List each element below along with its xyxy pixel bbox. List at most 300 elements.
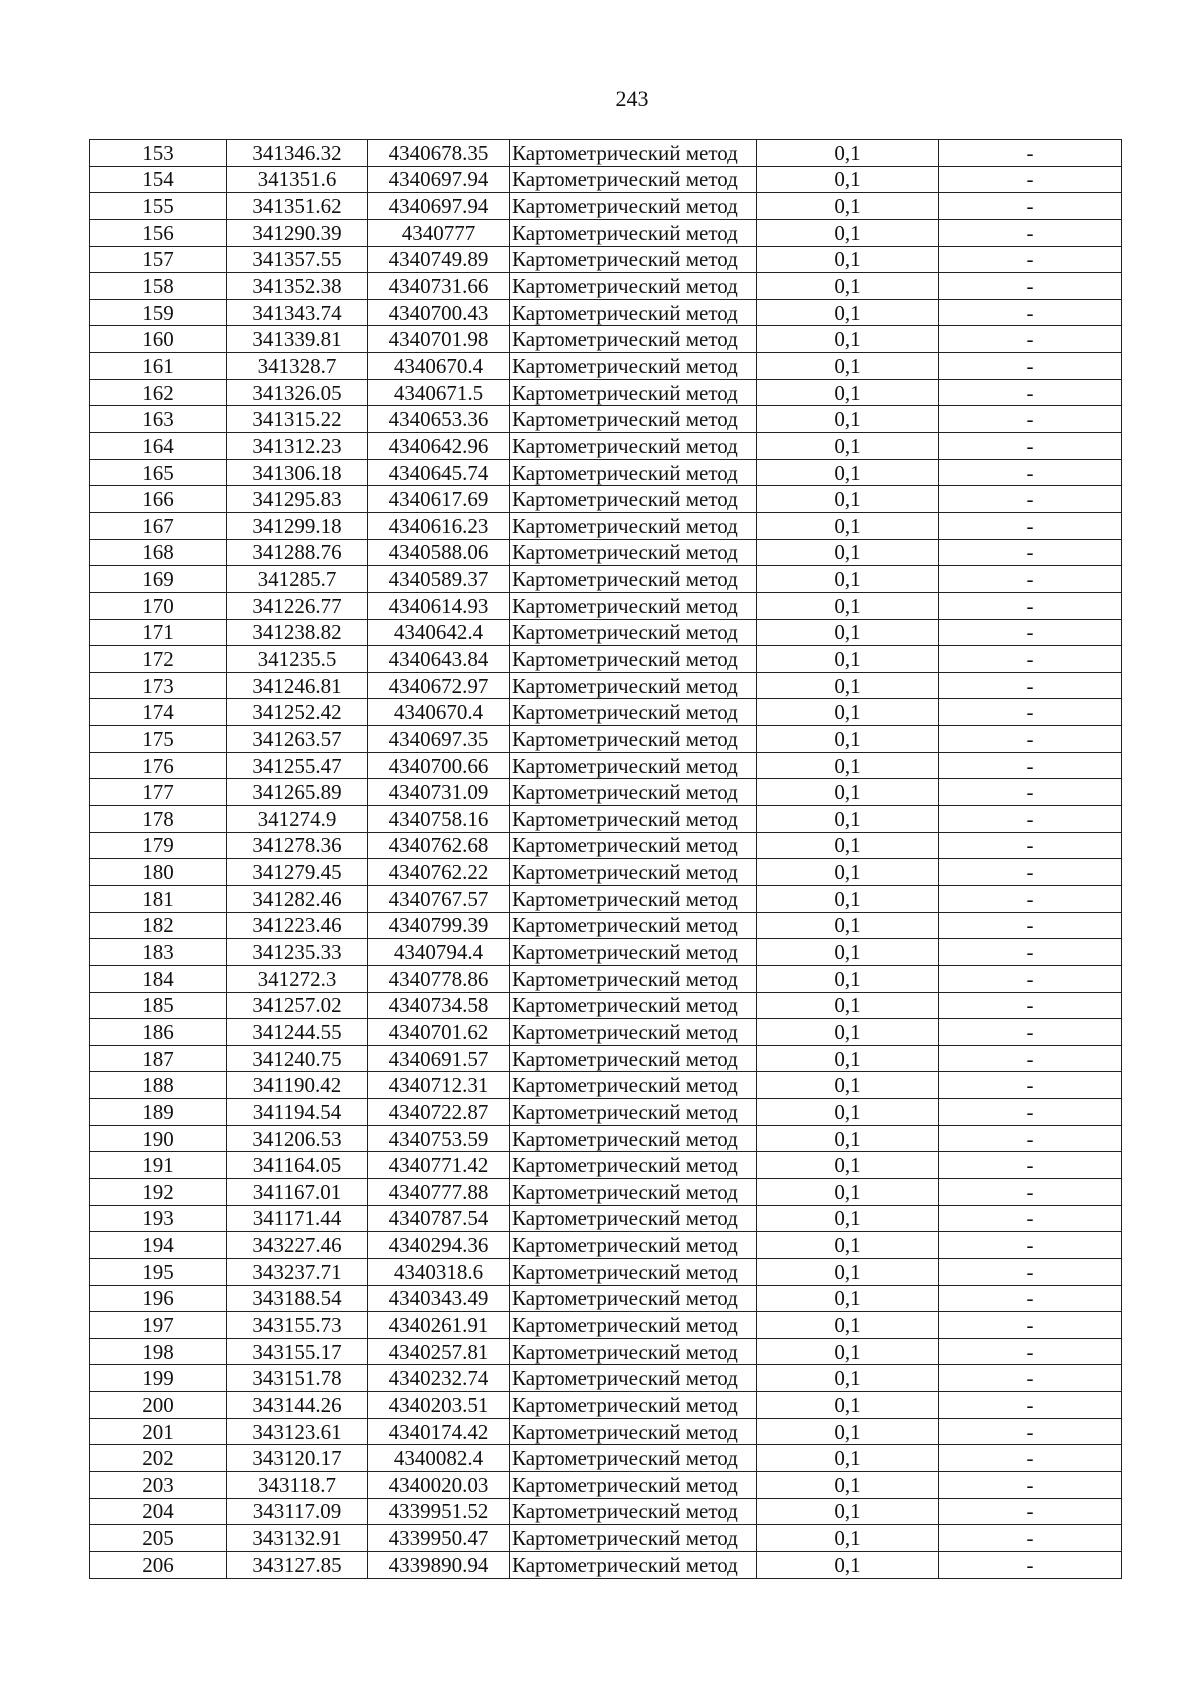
- table-row: [90, 1152, 1122, 1179]
- y-coordinate-cell: 4340778.86: [368, 965, 510, 992]
- point-number-cell: 175: [90, 726, 227, 753]
- note-cell: -: [939, 1178, 1122, 1205]
- point-number-cell: 181: [90, 885, 227, 912]
- point-number-cell: 164: [90, 433, 227, 460]
- y-coordinate-cell: 4340691.57: [368, 1045, 510, 1072]
- method-cell: Картометрический метод: [510, 1285, 757, 1312]
- x-coordinate-cell: 341164.05: [227, 1152, 368, 1179]
- method-cell: Картометрический метод: [510, 1045, 757, 1072]
- note-cell: -: [939, 1551, 1122, 1578]
- y-coordinate-cell: 4340318.6: [368, 1258, 510, 1285]
- x-coordinate-cell: 341235.5: [227, 646, 368, 673]
- table-row: [90, 1205, 1122, 1232]
- x-coordinate-cell: 341290.39: [227, 219, 368, 246]
- x-coordinate-cell: 341288.76: [227, 539, 368, 566]
- x-coordinate-cell: 341285.7: [227, 566, 368, 593]
- table-row: [90, 592, 1122, 619]
- note-cell: -: [939, 166, 1122, 193]
- method-cell: Картометрический метод: [510, 1312, 757, 1339]
- note-cell: -: [939, 806, 1122, 833]
- method-cell: Картометрический метод: [510, 459, 757, 486]
- note-cell: -: [939, 1525, 1122, 1552]
- method-cell: Картометрический метод: [510, 246, 757, 273]
- accuracy-cell: 0,1: [757, 353, 939, 380]
- note-cell: -: [939, 1392, 1122, 1419]
- x-coordinate-cell: 341206.53: [227, 1125, 368, 1152]
- y-coordinate-cell: 4340645.74: [368, 459, 510, 486]
- method-cell: Картометрический метод: [510, 1019, 757, 1046]
- x-coordinate-cell: 341171.44: [227, 1205, 368, 1232]
- point-number-cell: 165: [90, 459, 227, 486]
- note-cell: -: [939, 779, 1122, 806]
- note-cell: -: [939, 1232, 1122, 1259]
- table-row: [90, 1472, 1122, 1499]
- accuracy-cell: 0,1: [757, 1205, 939, 1232]
- table-row: [90, 1019, 1122, 1046]
- note-cell: -: [939, 1152, 1122, 1179]
- table-row: [90, 646, 1122, 673]
- x-coordinate-cell: 343237.71: [227, 1258, 368, 1285]
- table-row: [90, 353, 1122, 380]
- method-cell: Картометрический метод: [510, 193, 757, 220]
- accuracy-cell: 0,1: [757, 1365, 939, 1392]
- point-number-cell: 168: [90, 539, 227, 566]
- x-coordinate-cell: 341226.77: [227, 592, 368, 619]
- y-coordinate-cell: 4339950.47: [368, 1525, 510, 1552]
- point-number-cell: 167: [90, 512, 227, 539]
- accuracy-cell: 0,1: [757, 1045, 939, 1072]
- accuracy-cell: 0,1: [757, 619, 939, 646]
- table-row: [90, 166, 1122, 193]
- method-cell: Картометрический метод: [510, 1072, 757, 1099]
- y-coordinate-cell: 4340174.42: [368, 1418, 510, 1445]
- accuracy-cell: 0,1: [757, 1392, 939, 1419]
- note-cell: -: [939, 1072, 1122, 1099]
- y-coordinate-cell: 4340589.37: [368, 566, 510, 593]
- table-row: [90, 299, 1122, 326]
- y-coordinate-cell: 4340343.49: [368, 1285, 510, 1312]
- method-cell: Картометрический метод: [510, 273, 757, 300]
- accuracy-cell: 0,1: [757, 246, 939, 273]
- point-number-cell: 155: [90, 193, 227, 220]
- y-coordinate-cell: 4339951.52: [368, 1498, 510, 1525]
- accuracy-cell: 0,1: [757, 1099, 939, 1126]
- accuracy-cell: 0,1: [757, 566, 939, 593]
- table-row: [90, 219, 1122, 246]
- point-number-cell: 166: [90, 486, 227, 513]
- method-cell: Картометрический метод: [510, 646, 757, 673]
- point-number-cell: 200: [90, 1392, 227, 1419]
- y-coordinate-cell: 4340203.51: [368, 1392, 510, 1419]
- method-cell: Картометрический метод: [510, 1525, 757, 1552]
- point-number-cell: 156: [90, 219, 227, 246]
- y-coordinate-cell: 4340777: [368, 219, 510, 246]
- table-row: [90, 1445, 1122, 1472]
- method-cell: Картометрический метод: [510, 1338, 757, 1365]
- y-coordinate-cell: 4340261.91: [368, 1312, 510, 1339]
- y-coordinate-cell: 4340700.43: [368, 299, 510, 326]
- y-coordinate-cell: 4340794.4: [368, 939, 510, 966]
- y-coordinate-cell: 4340082.4: [368, 1445, 510, 1472]
- note-cell: -: [939, 619, 1122, 646]
- note-cell: -: [939, 832, 1122, 859]
- accuracy-cell: 0,1: [757, 912, 939, 939]
- table-row: [90, 326, 1122, 353]
- y-coordinate-cell: 4340734.58: [368, 992, 510, 1019]
- x-coordinate-cell: 343127.85: [227, 1551, 368, 1578]
- point-number-cell: 192: [90, 1178, 227, 1205]
- point-number-cell: 162: [90, 379, 227, 406]
- note-cell: -: [939, 1125, 1122, 1152]
- note-cell: -: [939, 406, 1122, 433]
- table-row: [90, 539, 1122, 566]
- point-number-cell: 180: [90, 859, 227, 886]
- point-number-cell: 163: [90, 406, 227, 433]
- y-coordinate-cell: 4340767.57: [368, 885, 510, 912]
- x-coordinate-cell: 341351.6: [227, 166, 368, 193]
- x-coordinate-cell: 341265.89: [227, 779, 368, 806]
- accuracy-cell: 0,1: [757, 939, 939, 966]
- method-cell: Картометрический метод: [510, 965, 757, 992]
- table-row: [90, 433, 1122, 460]
- accuracy-cell: 0,1: [757, 166, 939, 193]
- accuracy-cell: 0,1: [757, 859, 939, 886]
- accuracy-cell: 0,1: [757, 592, 939, 619]
- point-number-cell: 202: [90, 1445, 227, 1472]
- y-coordinate-cell: 4340712.31: [368, 1072, 510, 1099]
- point-number-cell: 205: [90, 1525, 227, 1552]
- method-cell: Картометрический метод: [510, 592, 757, 619]
- method-cell: Картометрический метод: [510, 672, 757, 699]
- method-cell: Картометрический метод: [510, 539, 757, 566]
- point-number-cell: 160: [90, 326, 227, 353]
- point-number-cell: 169: [90, 566, 227, 593]
- x-coordinate-cell: 341246.81: [227, 672, 368, 699]
- table-row: [90, 1072, 1122, 1099]
- x-coordinate-cell: 343120.17: [227, 1445, 368, 1472]
- point-number-cell: 182: [90, 912, 227, 939]
- y-coordinate-cell: 4340232.74: [368, 1365, 510, 1392]
- y-coordinate-cell: 4340697.94: [368, 166, 510, 193]
- note-cell: -: [939, 353, 1122, 380]
- note-cell: -: [939, 1205, 1122, 1232]
- y-coordinate-cell: 4340762.22: [368, 859, 510, 886]
- table-row: [90, 806, 1122, 833]
- y-coordinate-cell: 4340762.68: [368, 832, 510, 859]
- method-cell: Картометрический метод: [510, 1365, 757, 1392]
- method-cell: Картометрический метод: [510, 512, 757, 539]
- x-coordinate-cell: 343227.46: [227, 1232, 368, 1259]
- x-coordinate-cell: 341194.54: [227, 1099, 368, 1126]
- point-number-cell: 171: [90, 619, 227, 646]
- y-coordinate-cell: 4340643.84: [368, 646, 510, 673]
- point-number-cell: 157: [90, 246, 227, 273]
- table-row: [90, 1418, 1122, 1445]
- accuracy-cell: 0,1: [757, 379, 939, 406]
- method-cell: Картометрический метод: [510, 779, 757, 806]
- y-coordinate-cell: 4340771.42: [368, 1152, 510, 1179]
- note-cell: -: [939, 219, 1122, 246]
- accuracy-cell: 0,1: [757, 699, 939, 726]
- point-number-cell: 187: [90, 1045, 227, 1072]
- method-cell: Картометрический метод: [510, 219, 757, 246]
- accuracy-cell: 0,1: [757, 193, 939, 220]
- method-cell: Картометрический метод: [510, 1178, 757, 1205]
- point-number-cell: 206: [90, 1551, 227, 1578]
- note-cell: -: [939, 1099, 1122, 1126]
- method-cell: Картометрический метод: [510, 326, 757, 353]
- note-cell: -: [939, 140, 1122, 167]
- method-cell: Картометрический метод: [510, 1258, 757, 1285]
- x-coordinate-cell: 341339.81: [227, 326, 368, 353]
- point-number-cell: 188: [90, 1072, 227, 1099]
- x-coordinate-cell: 343118.7: [227, 1472, 368, 1499]
- table-row: [90, 699, 1122, 726]
- accuracy-cell: 0,1: [757, 965, 939, 992]
- table-row: [90, 1178, 1122, 1205]
- accuracy-cell: 0,1: [757, 779, 939, 806]
- y-coordinate-cell: 4340787.54: [368, 1205, 510, 1232]
- point-number-cell: 172: [90, 646, 227, 673]
- x-coordinate-cell: 343132.91: [227, 1525, 368, 1552]
- note-cell: -: [939, 939, 1122, 966]
- point-number-cell: 191: [90, 1152, 227, 1179]
- y-coordinate-cell: 4340722.87: [368, 1099, 510, 1126]
- point-number-cell: 179: [90, 832, 227, 859]
- note-cell: -: [939, 459, 1122, 486]
- y-coordinate-cell: 4340642.4: [368, 619, 510, 646]
- accuracy-cell: 0,1: [757, 992, 939, 1019]
- table-row: [90, 912, 1122, 939]
- method-cell: Картометрический метод: [510, 1232, 757, 1259]
- method-cell: Картометрический метод: [510, 992, 757, 1019]
- table-row: [90, 1338, 1122, 1365]
- y-coordinate-cell: 4340749.89: [368, 246, 510, 273]
- note-cell: -: [939, 699, 1122, 726]
- accuracy-cell: 0,1: [757, 299, 939, 326]
- accuracy-cell: 0,1: [757, 1525, 939, 1552]
- point-number-cell: 154: [90, 166, 227, 193]
- table-row: [90, 1551, 1122, 1578]
- point-number-cell: 158: [90, 273, 227, 300]
- table-row: [90, 779, 1122, 806]
- x-coordinate-cell: 341279.45: [227, 859, 368, 886]
- table-row: [90, 459, 1122, 486]
- table-row: [90, 885, 1122, 912]
- point-number-cell: 159: [90, 299, 227, 326]
- note-cell: -: [939, 1365, 1122, 1392]
- x-coordinate-cell: 343123.61: [227, 1418, 368, 1445]
- y-coordinate-cell: 4340758.16: [368, 806, 510, 833]
- point-number-cell: 193: [90, 1205, 227, 1232]
- point-number-cell: 199: [90, 1365, 227, 1392]
- accuracy-cell: 0,1: [757, 219, 939, 246]
- accuracy-cell: 0,1: [757, 1472, 939, 1499]
- y-coordinate-cell: 4340617.69: [368, 486, 510, 513]
- point-number-cell: 190: [90, 1125, 227, 1152]
- table-row: [90, 1498, 1122, 1525]
- point-number-cell: 173: [90, 672, 227, 699]
- point-number-cell: 184: [90, 965, 227, 992]
- table-row: [90, 619, 1122, 646]
- x-coordinate-cell: 341190.42: [227, 1072, 368, 1099]
- method-cell: Картометрический метод: [510, 566, 757, 593]
- x-coordinate-cell: 341315.22: [227, 406, 368, 433]
- point-number-cell: 177: [90, 779, 227, 806]
- accuracy-cell: 0,1: [757, 806, 939, 833]
- method-cell: Картометрический метод: [510, 486, 757, 513]
- x-coordinate-cell: 341282.46: [227, 885, 368, 912]
- x-coordinate-cell: 341235.33: [227, 939, 368, 966]
- method-cell: Картометрический метод: [510, 140, 757, 167]
- method-cell: Картометрический метод: [510, 885, 757, 912]
- accuracy-cell: 0,1: [757, 1285, 939, 1312]
- accuracy-cell: 0,1: [757, 140, 939, 167]
- method-cell: Картометрический метод: [510, 433, 757, 460]
- x-coordinate-cell: 341343.74: [227, 299, 368, 326]
- note-cell: -: [939, 1285, 1122, 1312]
- method-cell: Картометрический метод: [510, 619, 757, 646]
- y-coordinate-cell: 4340670.4: [368, 699, 510, 726]
- y-coordinate-cell: 4340020.03: [368, 1472, 510, 1499]
- note-cell: -: [939, 1445, 1122, 1472]
- accuracy-cell: 0,1: [757, 1258, 939, 1285]
- accuracy-cell: 0,1: [757, 486, 939, 513]
- point-number-cell: 194: [90, 1232, 227, 1259]
- note-cell: -: [939, 379, 1122, 406]
- method-cell: Картометрический метод: [510, 912, 757, 939]
- y-coordinate-cell: 4340731.66: [368, 273, 510, 300]
- x-coordinate-cell: 341306.18: [227, 459, 368, 486]
- table-row: [90, 1125, 1122, 1152]
- x-coordinate-cell: 341328.7: [227, 353, 368, 380]
- method-cell: Картометрический метод: [510, 1445, 757, 1472]
- accuracy-cell: 0,1: [757, 1072, 939, 1099]
- table-row: [90, 992, 1122, 1019]
- note-cell: -: [939, 1312, 1122, 1339]
- table-row: [90, 273, 1122, 300]
- method-cell: Картометрический метод: [510, 166, 757, 193]
- method-cell: Картометрический метод: [510, 939, 757, 966]
- x-coordinate-cell: 341252.42: [227, 699, 368, 726]
- method-cell: Картометрический метод: [510, 1551, 757, 1578]
- point-number-cell: 198: [90, 1338, 227, 1365]
- y-coordinate-cell: 4340697.35: [368, 726, 510, 753]
- y-coordinate-cell: 4340642.96: [368, 433, 510, 460]
- note-cell: -: [939, 1258, 1122, 1285]
- y-coordinate-cell: 4340294.36: [368, 1232, 510, 1259]
- page-number: 243: [615, 86, 649, 111]
- note-cell: -: [939, 326, 1122, 353]
- note-cell: -: [939, 1498, 1122, 1525]
- x-coordinate-cell: 341223.46: [227, 912, 368, 939]
- table-row: [90, 1525, 1122, 1552]
- accuracy-cell: 0,1: [757, 1019, 939, 1046]
- point-number-cell: 186: [90, 1019, 227, 1046]
- x-coordinate-cell: 341255.47: [227, 752, 368, 779]
- point-number-cell: 189: [90, 1099, 227, 1126]
- method-cell: Картометрический метод: [510, 1152, 757, 1179]
- point-number-cell: 195: [90, 1258, 227, 1285]
- note-cell: -: [939, 752, 1122, 779]
- y-coordinate-cell: 4340697.94: [368, 193, 510, 220]
- table-row: [90, 1392, 1122, 1419]
- table-row: [90, 1258, 1122, 1285]
- x-coordinate-cell: 341244.55: [227, 1019, 368, 1046]
- accuracy-cell: 0,1: [757, 752, 939, 779]
- method-cell: Картометрический метод: [510, 353, 757, 380]
- note-cell: -: [939, 726, 1122, 753]
- point-number-cell: 174: [90, 699, 227, 726]
- x-coordinate-cell: 341167.01: [227, 1178, 368, 1205]
- note-cell: -: [939, 1045, 1122, 1072]
- accuracy-cell: 0,1: [757, 1498, 939, 1525]
- accuracy-cell: 0,1: [757, 273, 939, 300]
- note-cell: -: [939, 1472, 1122, 1499]
- accuracy-cell: 0,1: [757, 406, 939, 433]
- point-number-cell: 170: [90, 592, 227, 619]
- note-cell: -: [939, 646, 1122, 673]
- note-cell: -: [939, 433, 1122, 460]
- note-cell: -: [939, 512, 1122, 539]
- y-coordinate-cell: 4340614.93: [368, 592, 510, 619]
- method-cell: Картометрический метод: [510, 1125, 757, 1152]
- method-cell: Картометрический метод: [510, 806, 757, 833]
- x-coordinate-cell: 343155.73: [227, 1312, 368, 1339]
- table-row: [90, 1045, 1122, 1072]
- accuracy-cell: 0,1: [757, 726, 939, 753]
- accuracy-cell: 0,1: [757, 832, 939, 859]
- method-cell: Картометрический метод: [510, 1418, 757, 1445]
- method-cell: Картометрический метод: [510, 299, 757, 326]
- point-number-cell: 153: [90, 140, 227, 167]
- table-row: [90, 965, 1122, 992]
- note-cell: -: [939, 566, 1122, 593]
- note-cell: -: [939, 912, 1122, 939]
- method-cell: Картометрический метод: [510, 699, 757, 726]
- accuracy-cell: 0,1: [757, 1312, 939, 1339]
- method-cell: Картометрический метод: [510, 1099, 757, 1126]
- table-row: [90, 406, 1122, 433]
- x-coordinate-cell: 341274.9: [227, 806, 368, 833]
- table-body: [90, 140, 1122, 1579]
- accuracy-cell: 0,1: [757, 326, 939, 353]
- table-row: [90, 1232, 1122, 1259]
- table-row: [90, 832, 1122, 859]
- y-coordinate-cell: 4340616.23: [368, 512, 510, 539]
- note-cell: -: [939, 992, 1122, 1019]
- y-coordinate-cell: 4340777.88: [368, 1178, 510, 1205]
- note-cell: -: [939, 486, 1122, 513]
- accuracy-cell: 0,1: [757, 1338, 939, 1365]
- y-coordinate-cell: 4340700.66: [368, 752, 510, 779]
- note-cell: -: [939, 885, 1122, 912]
- note-cell: -: [939, 672, 1122, 699]
- method-cell: Картометрический метод: [510, 752, 757, 779]
- y-coordinate-cell: 4340588.06: [368, 539, 510, 566]
- table-row: [90, 512, 1122, 539]
- accuracy-cell: 0,1: [757, 672, 939, 699]
- method-cell: Картометрический метод: [510, 379, 757, 406]
- table-row: [90, 939, 1122, 966]
- x-coordinate-cell: 341240.75: [227, 1045, 368, 1072]
- note-cell: -: [939, 965, 1122, 992]
- accuracy-cell: 0,1: [757, 885, 939, 912]
- accuracy-cell: 0,1: [757, 539, 939, 566]
- y-coordinate-cell: 4340672.97: [368, 672, 510, 699]
- x-coordinate-cell: 341263.57: [227, 726, 368, 753]
- x-coordinate-cell: 341295.83: [227, 486, 368, 513]
